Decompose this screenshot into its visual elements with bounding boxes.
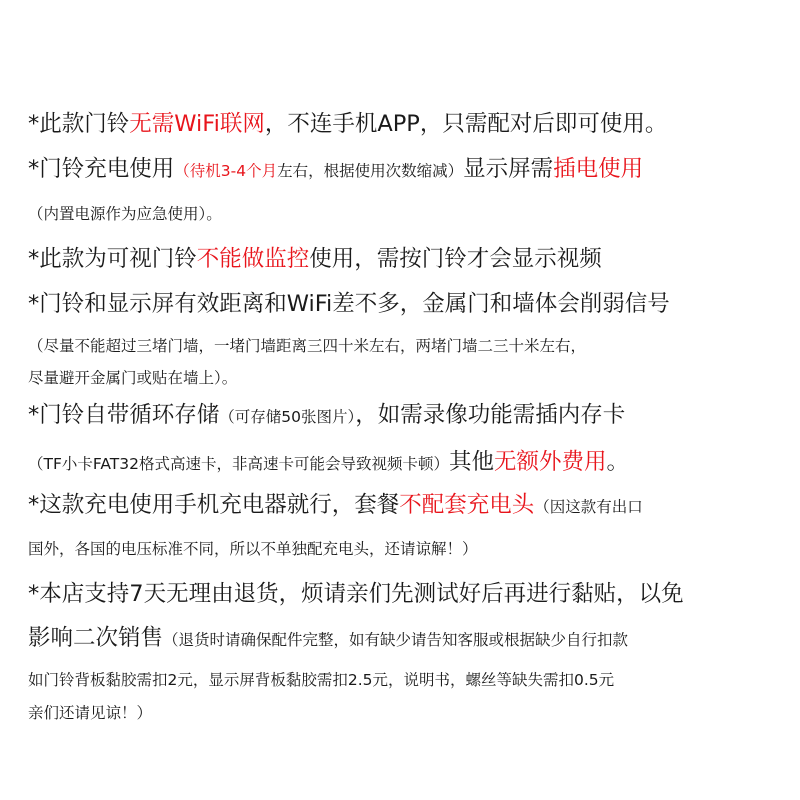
notice-line-6: （尽量不能超过三堵门墙，一堵门墙距离三四十米左右，两堵门墙二三十米左右， (28, 337, 587, 355)
line-10-text-a: *这款充电使用手机充电器就行，套餐 (28, 492, 400, 518)
notice-line-7: 尽量避开金属门或贴在墙上）。 (28, 369, 238, 387)
line-4-highlight: 不能做监控 (196, 246, 310, 272)
notice-line-5: *门铃和显示屏有效距离和WiFi差不多，金属门和墙体会削弱信号 (28, 291, 670, 317)
notice-line-3: （内置电源作为应急使用）。 (28, 205, 222, 223)
notice-line-13 (28, 627, 628, 650)
notice-line-12: *本店支持7天无理由退货，烦请亲们先测试好后再进行黏贴，以免 (28, 581, 684, 607)
line-2-text-d: 显示屏需 (463, 156, 554, 182)
line-9-text-b: 其他 (448, 449, 494, 475)
line-8-storage-note: （可存储50张图片） (219, 408, 356, 426)
notice-line-4 (28, 248, 602, 271)
line-13-text-a: 影响二次销售 (28, 625, 164, 651)
line-9-highlight: 无额外费用 (494, 449, 607, 475)
line-8-text-a: *门铃自带循环存储 (28, 402, 220, 428)
notice-line-1 (28, 113, 667, 136)
line-1-text-c: ，不连手机APP，只需配对后即可使用。 (264, 111, 668, 137)
notice-line-11: 国外，各国的电压标准不同，所以不单独配充电头，还请谅解！） (28, 540, 478, 558)
line-2-standby-note: （待机3-4个月 (174, 162, 278, 180)
line-10-highlight: 不配套充电头 (399, 492, 535, 518)
line-10-export-note: （因这款有出口 (534, 498, 643, 516)
line-9-text-d: 。 (606, 449, 630, 475)
line-2-highlight: 插电使用 (553, 156, 644, 182)
line-1-text-a: *此款门铃 (28, 111, 130, 137)
line-4-text-a: *此款为可视门铃 (28, 246, 197, 272)
line-1-highlight: 无需WiFi联网 (129, 111, 265, 137)
line-8-text-c: ，如需录像功能需插内存卡 (355, 402, 626, 428)
line-2-standby-note-rest: 左右，根据使用次数缩减） (277, 162, 464, 180)
notice-line-10 (28, 494, 643, 517)
notice-line-14: 如门铃背板黏胶需扣2元，显示屏背板黏胶需扣2.5元，说明书，螺丝等缺失需扣0.5元 (28, 671, 615, 689)
line-2-text-a: *门铃充电使用 (28, 156, 175, 182)
notice-line-8 (28, 404, 625, 427)
notice-line-2 (28, 158, 643, 181)
line-4-text-c: 使用，需按门铃才会显示视频 (309, 246, 602, 272)
line-9-card-note: （TF小卡FAT32格式高速卡，非高速卡可能会导致视频卡顿） (28, 455, 449, 473)
notice-line-9 (28, 451, 629, 474)
line-13-return-note: （退货时请确保配件完整，如有缺少请告知客服或根据缺少自行扣款 (163, 631, 629, 649)
notice-line-15: 亲们还请见谅！） (28, 704, 153, 722)
